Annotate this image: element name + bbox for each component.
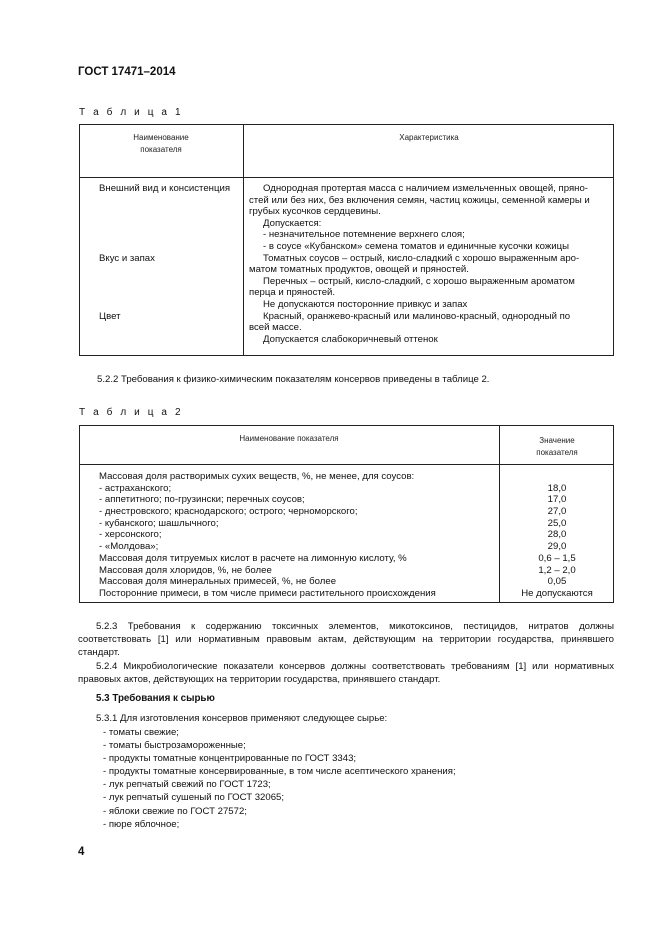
list-item: - продукты томатные консервированные, в том числе асептического хранения;	[103, 766, 456, 778]
table2-parameter-value: 17,0	[547, 494, 567, 506]
table2-parameter-name: Массовая доля хлоридов, %, не более	[99, 564, 272, 576]
table2-parameter-value: 0,05	[547, 576, 567, 588]
paragraph-5-2-4: 5.2.4 Микробиологические показатели консервов должны соответствовать требованиям [1] или нормативных правовых актов, действующих на территории государства, принявшего стандарт.	[78, 661, 614, 685]
paragraph-5-2-3: 5.2.3 Требования к содержанию токсичных элементов, микотоксинов, пестицидов, нитратов должны соответствовать [1] или нормативным правовым актам, действующим на территории государства, принявшего стандарт.	[78, 621, 614, 658]
table-row	[99, 518, 614, 530]
list-item: - пюре яблочное;	[103, 818, 180, 830]
table1-characteristic-line: перца и пряностей.	[249, 287, 336, 299]
table-row	[99, 553, 614, 565]
table-row	[99, 565, 614, 577]
table1-header-characteristic: Характеристика	[399, 133, 459, 142]
table2-parameter-value: Не допускаются	[521, 587, 593, 599]
document-header: ГОСТ 17471–2014	[78, 66, 176, 78]
table2-parameter-name: - аппетитного; по-грузински; перечных соусов;	[99, 494, 305, 506]
table1-characteristic-line: Однородная протертая масса с наличием измельченных овощей, пряно-	[263, 183, 588, 194]
table1-characteristic-line: Допускается:	[263, 217, 322, 229]
table2-parameter-name: - «Молдова»;	[99, 541, 159, 553]
table2-parameter-name: - херсонского;	[99, 529, 162, 541]
table2-parameter-name: Посторонние примеси, в том числе примеси растительного происхождения	[99, 587, 436, 599]
table1-row-name: Цвет	[99, 311, 121, 322]
table-row	[99, 529, 614, 541]
table1	[79, 124, 614, 356]
table2-parameter-name: Массовая доля титруемых кислот в расчете на лимонную кислоту, %	[99, 552, 407, 564]
list-item: - томаты свежие;	[103, 727, 179, 738]
table1-caption: Т а б л и ц а 1	[79, 107, 184, 118]
table1-characteristic-line: Томатных соусов – острый, кисло-сладкий с хорошо выраженным аро-	[263, 252, 580, 264]
list-item: - лук репчатый сушеный по ГОСТ 32065;	[103, 792, 285, 804]
table-row	[99, 471, 614, 483]
table1-characteristic-line: всей массе.	[249, 322, 302, 334]
list-item: - яблоки свежие по ГОСТ 27572;	[103, 805, 247, 817]
table2-header-name: Наименование показателя	[239, 434, 339, 443]
table2-parameter-value: 29,0	[547, 541, 567, 553]
table1-characteristic-line: - незначительное потемнение верхнего слоя;	[263, 229, 465, 241]
table1-header-name: Наименование показателя	[133, 133, 189, 154]
list-item: - лук репчатый свежий по ГОСТ 1723;	[103, 779, 271, 791]
table2-parameter-name: Массовая доля растворимых сухих веществ, %, не менее, для соусов:	[99, 471, 415, 482]
table2-parameter-value: 25,0	[547, 517, 567, 529]
table1-characteristics	[249, 183, 608, 345]
table2	[79, 425, 614, 603]
table2-caption: Т а б л и ц а 2	[79, 407, 184, 418]
table1-characteristic-line: Не допускаются посторонние привкус и запах	[263, 298, 468, 310]
table1-characteristic-line: Перечных – острый, кисло-сладкий, с хорошо выраженным ароматом	[263, 275, 575, 287]
table1-characteristic-line: - в соусе «Кубанском» семена томатов и единичные кусочки кожицы	[263, 240, 570, 252]
table-row	[99, 588, 614, 600]
table-row	[99, 483, 614, 495]
table2-parameter-name: Массовая доля минеральных примесей, %, не более	[99, 576, 337, 588]
table2-parameter-value: 18,0	[547, 482, 567, 494]
table2-parameter-value: 28,0	[547, 529, 567, 541]
list-item: - продукты томатные концентрированные по ГОСТ 3343;	[103, 753, 357, 765]
table-row	[99, 494, 614, 506]
section-title: 5.3 Требования к сырью	[96, 693, 215, 704]
table2-header-value: Значение показателя	[536, 436, 578, 457]
table2-parameter-name: - кубанского; шашлычного;	[99, 517, 219, 529]
table2-rows	[99, 471, 614, 600]
table1-row-name: Вкус и запах	[99, 253, 155, 264]
list-item: - томаты быстрозамороженные;	[103, 740, 246, 752]
table2-parameter-value: 27,0	[547, 506, 567, 518]
paragraph-5-3-1: 5.3.1 Для изготовления консервов применяют следующее сырье:	[96, 713, 388, 724]
table2-parameter-value: 1,2 – 2,0	[538, 564, 576, 576]
table1-row-name: Внешний вид и консистенция	[99, 183, 231, 194]
table1-characteristic-line: Допускается слабокоричневый оттенок	[263, 333, 438, 345]
table-row	[99, 541, 614, 553]
table2-parameter-value: 0,6 – 1,5	[538, 552, 576, 564]
paragraph-5-2-2: 5.2.2 Требования к физико-химическим показателям консервов приведены в таблице 2.	[97, 374, 490, 385]
table2-parameter-name: - астраханского;	[99, 482, 172, 494]
table1-characteristic-line: грубых кусочков сердцевины.	[249, 206, 381, 218]
table1-characteristic-line: матом томатных продуктов, овощей и пряностей.	[249, 264, 469, 276]
table1-characteristic-line: Красный, оранжево-красный или малиново-красный, однородный по	[263, 310, 571, 322]
table2-parameter-name: - днестровского; краснодарского; острого; черноморского;	[99, 506, 358, 518]
table1-characteristic-line: стей или без них, без включения семян, частиц кожицы, семенной камеры и	[249, 194, 590, 206]
table-row	[99, 576, 614, 588]
raw-materials-list	[103, 726, 456, 831]
table-row	[99, 506, 614, 518]
page-number: 4	[78, 846, 85, 858]
